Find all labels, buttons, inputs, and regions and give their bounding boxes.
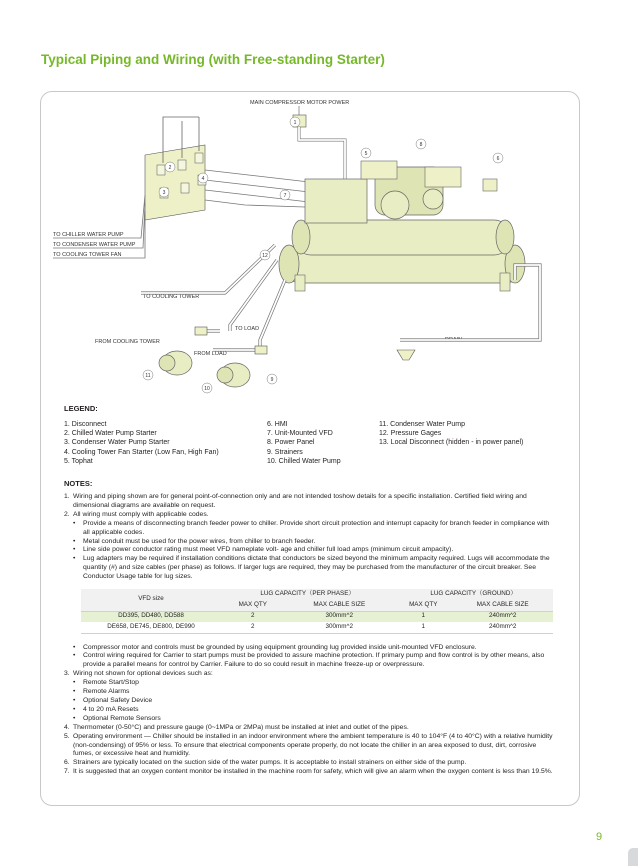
callout-9	[267, 374, 277, 384]
chilled-water-pump	[217, 363, 250, 387]
callout-8	[416, 139, 426, 149]
header-max-qty: MAX QTY	[221, 600, 284, 611]
svg-text:6: 6	[496, 156, 500, 162]
svg-text:2: 2	[168, 165, 172, 171]
note-2-bullet: • Provide a means of disconnecting branch feeder power to chiller. Provide short circuit protection and interrupt capacity for branch feeder in compliance with all applicable codes.	[73, 519, 550, 536]
header-max-qty: MAX QTY	[394, 600, 452, 611]
note-3-bullet: • Remote Alarms	[73, 688, 130, 696]
note-7: 7. It is suggested that an oxygen content monitor be installed in the machine room for safety, which will give an alarm when the oxygen content is less than 19.5%.	[64, 768, 553, 776]
svg-text:9: 9	[270, 377, 274, 383]
svg-text:8: 8	[419, 142, 423, 148]
legend-item: 1. Disconnect	[64, 421, 107, 428]
note-2-bullet: • Control wiring required for Carrier to start pumps must be provided to assure machine protection. If primary pump and flow control is by other means, also provide a parallel means for control by Carrier. Failure to do so could result in machine freeze-up or overpressure.	[73, 652, 545, 669]
piping-wiring-diagram	[45, 95, 575, 400]
legend-column-3	[379, 420, 523, 448]
legend-column-1	[64, 420, 219, 466]
table-cell: 300mm^2	[284, 611, 394, 622]
note-2-bullet: • Compressor motor and controls must be grounded by using equipment grounding lug provided inside unit-mounted VFD enclosure.	[73, 643, 477, 651]
note-3-bullet: • Optional Remote Sensors	[73, 714, 161, 722]
starter-panel	[145, 117, 206, 220]
note-2: 2. All wiring must comply with applicable codes.	[64, 510, 209, 518]
callout-3	[159, 187, 169, 197]
notes-list	[64, 493, 554, 777]
page-number: 9	[596, 831, 603, 843]
legend-item: 7. Unit-Mounted VFD	[267, 430, 333, 438]
legend-item: 12. Pressure Gages	[379, 430, 442, 438]
legend-column-2	[267, 420, 341, 466]
svg-text:10: 10	[204, 386, 210, 392]
table-row	[81, 611, 553, 622]
legend-item: 3. Condenser Water Pump Starter	[64, 439, 170, 447]
legend-item: 6. HMI	[267, 421, 288, 428]
note-3-bullet: • Remote Start/Stop	[73, 679, 139, 687]
label-drain: DRAIN	[445, 337, 463, 343]
callout-4	[198, 173, 208, 183]
svg-text:3: 3	[162, 190, 166, 196]
svg-text:1: 1	[293, 120, 297, 126]
note-2-bullet: • Metal conduit must be used for the power wires, from chiller to branch feeder.	[73, 537, 316, 545]
svg-text:7: 7	[283, 193, 287, 199]
callout-7	[280, 190, 290, 200]
header-lug-phase: LUG CAPACITY（PER PHASE）	[221, 589, 394, 600]
legend-item: 13. Local Disconnect (hidden - in power panel)	[379, 439, 524, 447]
svg-text:11: 11	[145, 373, 151, 379]
table-cell: 300mm^2	[284, 622, 394, 633]
note-3: 3. Wiring not shown for optional devices such as:	[64, 670, 213, 678]
note-5: 5. Operating environment — Chiller should be installed in an indoor environment where the ambient temperature is 40 to 104°F (4 to 40°C) with a relative humidity (non-condensing) of 95% or less. To ensure that electrical components operate properly, do not locate the chiller in an area exposed to dust, dirt, corrosive fumes, or excessive heat and humidity.	[64, 732, 553, 758]
chiller-unit	[279, 161, 525, 291]
table-cell: 240mm^2	[452, 622, 553, 633]
note-1: 1. Wiring and piping shown are for general point-of-connection only and are not intended toshow details for a specific installation. Certified field wiring and dimensional diagrams are available on request.	[64, 493, 527, 509]
label-to-cooling-tower: TO COOLING TOWER	[143, 294, 200, 300]
table-row	[81, 622, 553, 633]
table-cell: 240mm^2	[452, 611, 553, 622]
svg-text:4: 4	[201, 176, 205, 182]
drain-funnel	[397, 350, 415, 360]
header-vfd-size: VFD size	[81, 589, 221, 611]
notes-title: NOTES:	[64, 479, 93, 488]
label-chiller-pump: TO CHILLER WATER PUMP	[53, 232, 124, 238]
header-max-cable: MAX CABLE SIZE	[452, 600, 553, 611]
note-4: 4. Thermometer (0-50°C) and pressure gauge (0~1MPa or 2MPa) must be installed at inlet and outlet of the pipes.	[64, 723, 409, 731]
callout-11	[143, 370, 153, 380]
svg-text:12: 12	[262, 253, 268, 259]
legend-item: 9. Strainers	[267, 448, 303, 456]
table-cell: 1	[394, 611, 452, 622]
callout-2	[165, 162, 175, 172]
callout-10	[202, 383, 212, 393]
callout-5	[361, 148, 371, 158]
callout-6	[493, 153, 503, 163]
legend-item: 11. Condenser Water Pump	[379, 421, 465, 428]
legend-item: 2. Chilled Water Pump Starter	[64, 430, 157, 438]
legend-item: 5. Tophat	[64, 457, 93, 465]
table-cell: 1	[394, 622, 452, 633]
legend-item: 10. Chilled Water Pump	[267, 457, 341, 465]
main-power-disconnect	[293, 106, 345, 185]
table-cell: DD395, DD480, DD588	[81, 611, 221, 622]
lug-capacity-table	[81, 589, 553, 634]
legend-title: LEGEND:	[64, 404, 98, 413]
page-title: Typical Piping and Wiring (with Free-standing Starter)	[41, 52, 385, 67]
svg-text:5: 5	[364, 151, 368, 157]
label-cooling-tower-fan: TO COOLING TOWER FAN	[53, 252, 122, 258]
label-condenser-pump: TO CONDENSER WATER PUMP	[53, 242, 136, 248]
header-lug-ground: LUG CAPACITY（GROUND）	[394, 589, 553, 600]
label-to-load: TO LOAD	[235, 326, 260, 332]
legend-item: 8. Power Panel	[267, 439, 315, 447]
label-from-load: FROM LOAD	[194, 351, 227, 357]
callout-12	[260, 250, 270, 260]
table-header-row	[81, 589, 553, 600]
page-edge-tab	[628, 848, 638, 866]
label-from-cooling-tower: FROM COOLING TOWER	[95, 339, 160, 345]
note-2-bullet: • Lug adapters may be required if installation conditions dictate that conductors be sized beyond the minimum ampacity required. Lugs will accommodate the quantity (#) and size cables (per phase) as follows. If larger lugs are required, they may be purchased from the manufacturer of the circuit breaker. See Conductor Usage table for lug sizes.	[73, 555, 550, 581]
legend-item: 4. Cooling Tower Fan Starter (Low Fan, High Fan)	[64, 448, 219, 456]
callout-1	[290, 117, 300, 127]
note-3-bullet: • 4 to 20 mA Resets	[73, 705, 139, 713]
note-6: 6. Strainers are typically located on the suction side of the water pumps. It is acceptable to install strainers on either side of the pump.	[64, 759, 467, 767]
table-cell: DE658, DE745, DE800, DE990	[81, 622, 221, 633]
note-2-bullet: • Line side power conductor rating must meet VFD nameplate volt- age and chiller full load amps (minimum circuit ampacity).	[73, 546, 454, 554]
header-max-cable: MAX CABLE SIZE	[284, 600, 394, 611]
note-3-bullet: • Optional Safety Device	[73, 697, 153, 704]
label-main-power: MAIN COMPRESSOR MOTOR POWER	[250, 100, 350, 106]
table-cell: 2	[221, 622, 284, 633]
table-cell: 2	[221, 611, 284, 622]
condenser-water-pump	[159, 351, 192, 375]
